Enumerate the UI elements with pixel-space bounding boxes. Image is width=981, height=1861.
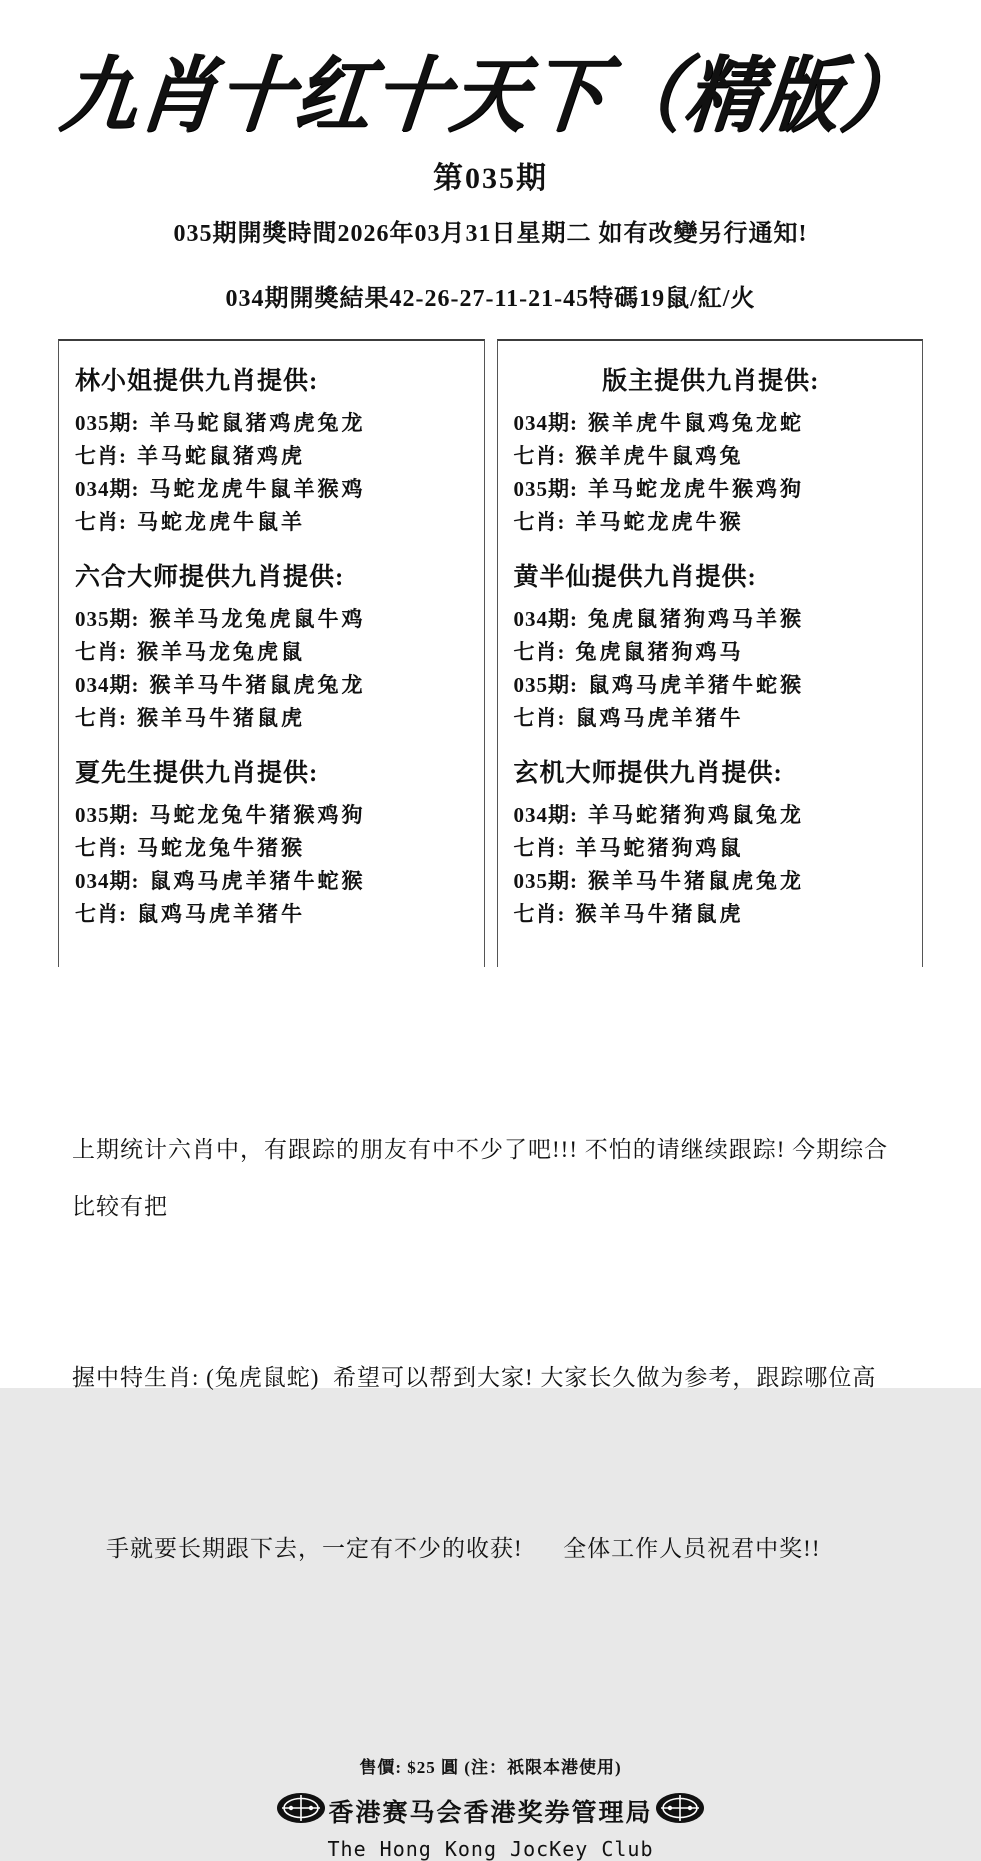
prediction-row (75, 898, 470, 931)
row-label: 035期: (513, 869, 578, 893)
tipster-heading: 夏先生提供九肖提供: (75, 760, 319, 787)
club-name-en: The Hong Kong JocKey Club (327, 1837, 654, 1861)
tipster-section-liuhedashi (75, 557, 470, 735)
row-value: 马蛇龙虎牛鼠羊猴鸡 (149, 477, 366, 501)
tipster-heading: 黄半仙提供九肖提供: (513, 564, 757, 591)
tipster-section-xia (75, 753, 470, 931)
row-value: 鼠鸡马虎羊猪牛 (137, 902, 305, 926)
row-label: 七肖: (75, 706, 127, 730)
row-value: 鼠鸡马虎羊猪牛蛇猴 (588, 673, 804, 697)
row-value: 羊马蛇龙虎牛猴 (575, 510, 744, 534)
commentary-line-3: 手就要长期跟下去，一定有不少的收获! 全体工作人员祝君中奖!! (106, 1536, 821, 1561)
row-label: 七肖: (513, 510, 566, 534)
row-value: 鼠鸡马虎羊猪牛 (575, 706, 744, 730)
prediction-row (514, 898, 909, 931)
row-label: 七肖: (75, 640, 127, 664)
hkjc-oval-logo-icon (655, 1792, 705, 1829)
prediction-row (75, 636, 470, 669)
row-value: 猴羊马牛猪鼠虎 (575, 902, 744, 926)
row-label: 七肖: (75, 444, 127, 468)
club-line (0, 1792, 981, 1829)
row-label: 七肖: (513, 836, 566, 860)
row-label: 034期: (75, 477, 140, 501)
prediction-row (75, 603, 470, 636)
tipster-section-xuanjidashi (514, 753, 909, 931)
prediction-row (514, 506, 909, 539)
row-label: 七肖: (75, 902, 127, 926)
prediction-row (75, 832, 470, 865)
row-label: 035期: (75, 411, 140, 435)
prediction-row (514, 865, 909, 898)
prediction-row (514, 407, 909, 440)
row-label: 034期: (513, 803, 578, 827)
page-title: 九肖十红十天下（精版） (55, 51, 924, 142)
prediction-row (75, 865, 470, 898)
row-value: 猴羊马龙兔虎鼠 (137, 640, 305, 664)
row-label: 七肖: (513, 902, 566, 926)
row-value: 猴羊马龙兔虎鼠牛鸡 (149, 607, 366, 631)
commentary-line-2: 握中特生肖: (兔虎鼠蛇) 希望可以帮到大家! 大家长久做为参考，跟踪哪位高 (72, 1365, 877, 1390)
row-value: 羊马蛇鼠猪鸡虎 (137, 444, 305, 468)
row-label: 七肖: (75, 510, 127, 534)
row-value: 马蛇龙兔牛猪猴鸡狗 (149, 803, 366, 827)
row-label: 七肖: (75, 836, 127, 860)
row-value: 马蛇龙虎牛鼠羊 (137, 510, 305, 534)
masthead (0, 0, 981, 143)
prediction-row (75, 669, 470, 702)
row-value: 猴羊马牛猪鼠虎 (137, 706, 305, 730)
board-column-right (497, 339, 924, 967)
row-value: 猴羊马牛猪鼠虎兔龙 (149, 673, 366, 697)
prediction-board (58, 339, 923, 967)
hkjc-oval-logo-icon (276, 1792, 326, 1829)
row-label: 035期: (75, 607, 140, 631)
prediction-row (75, 799, 470, 832)
prediction-row (514, 473, 909, 506)
draw-time-notice: 035期開獎時間2026年03月31日星期二 如有改變另行通知! (173, 221, 808, 247)
row-value: 兔虎鼠猪狗鸡马羊猴 (588, 607, 804, 631)
row-value: 羊马蛇龙虎牛猴鸡狗 (588, 477, 804, 501)
prediction-row (75, 473, 470, 506)
row-label: 034期: (513, 411, 578, 435)
prediction-row (514, 669, 909, 702)
club-name-cn: 香港赛马会香港奖券管理局 (328, 1799, 653, 1827)
tipster-heading: 六合大师提供九肖提供: (75, 564, 345, 591)
row-label: 034期: (513, 607, 578, 631)
tipster-section-banzhu (514, 361, 909, 539)
row-label: 七肖: (513, 444, 566, 468)
last-draw-result: 034期開獎結果42-26-27-11-21-45特碼19鼠/紅/火 (225, 286, 756, 312)
row-label: 035期: (513, 477, 578, 501)
commentary-paragraph (72, 1007, 909, 1691)
row-label: 七肖: (513, 640, 566, 664)
row-value: 羊马蛇猪狗鸡鼠兔龙 (588, 803, 804, 827)
prediction-row (514, 440, 909, 473)
tipster-heading: 林小姐提供九肖提供: (75, 368, 319, 395)
board-column-left (58, 339, 485, 967)
tipster-heading: 版主提供九肖提供: (602, 368, 820, 395)
prediction-row (514, 832, 909, 865)
prediction-row (75, 702, 470, 735)
prediction-row (514, 603, 909, 636)
prediction-row (75, 506, 470, 539)
row-label: 034期: (75, 673, 140, 697)
row-label: 七肖: (513, 706, 566, 730)
row-label: 034期: (75, 869, 140, 893)
row-value: 兔虎鼠猪狗鸡马 (575, 640, 744, 664)
row-value: 猴羊马牛猪鼠虎兔龙 (588, 869, 804, 893)
tipster-heading: 玄机大师提供九肖提供: (513, 760, 783, 787)
issue-number: 第035期 (433, 162, 548, 195)
tipster-section-huangbanxian (514, 557, 909, 735)
row-value: 马蛇龙兔牛猪猴 (137, 836, 305, 860)
prediction-row (514, 799, 909, 832)
prediction-row (514, 702, 909, 735)
row-label: 035期: (513, 673, 578, 697)
prediction-row (75, 407, 470, 440)
row-value: 猴羊虎牛鼠鸡兔龙蛇 (588, 411, 804, 435)
tipster-section-lin (75, 361, 470, 539)
row-label: 035期: (75, 803, 140, 827)
prediction-row (75, 440, 470, 473)
commentary-line-1: 上期统计六肖中，有跟踪的朋友有中不少了吧!!! 不怕的请继续跟踪! 今期综合比较有把 (72, 1137, 889, 1219)
row-value: 鼠鸡马虎羊猪牛蛇猴 (149, 869, 366, 893)
price-note: 售價: $25 圓 (注：祇限本港使用) (359, 1758, 622, 1777)
prediction-row (514, 636, 909, 669)
row-value: 羊马蛇猪狗鸡鼠 (575, 836, 744, 860)
row-value: 猴羊虎牛鼠鸡兔 (575, 444, 744, 468)
row-value: 羊马蛇鼠猪鸡虎兔龙 (149, 411, 366, 435)
